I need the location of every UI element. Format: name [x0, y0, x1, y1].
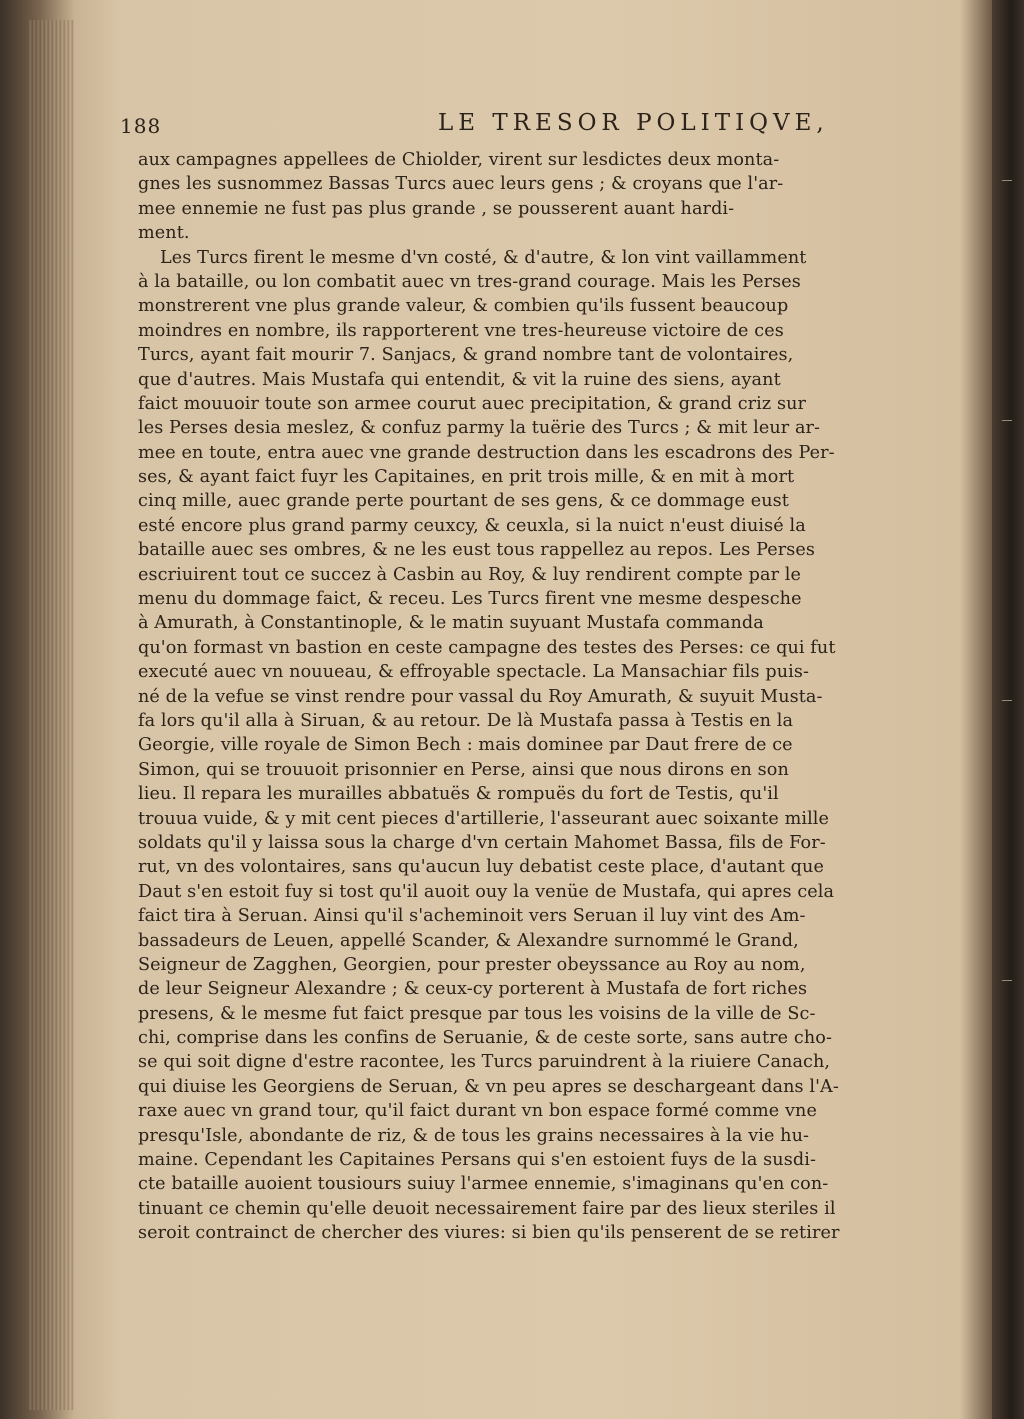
- text-line: moindres en nombre, ils rapporterent vne tres-heureuse victoire de ces: [138, 320, 784, 341]
- text-line: executé auec vn nouueau, & effroyable spectacle. La Mansachiar fils puis-: [138, 662, 810, 683]
- text-line: rut, vn des volontaires, sans qu'aucun luy debatist ceste place, d'autant que: [138, 857, 824, 878]
- text-line: de leur Seigneur Alexandre ; & ceux-cy porterent à Mustafa de fort riches: [138, 979, 808, 1000]
- text-line: cte bataille auoient tousiours suiuy l'armee ennemie, s'imaginans qu'en con-: [138, 1174, 829, 1195]
- text-line: se qui soit digne d'estre racontee, les Turcs paruindrent à la riuiere Canach,: [138, 1052, 831, 1073]
- text-line: lieu. Il repara les murailles abbatuës & rompuës du fort de Testis, qu'il: [138, 784, 779, 805]
- text-line: esté encore plus grand parmy ceuxcy, & ceuxla, si la nuict n'eust diuisé la: [138, 515, 806, 536]
- text-line: né de la vefue se vinst rendre pour vassal du Roy Amurath, & suyuit Musta-: [138, 686, 823, 707]
- text-line: bataille auec ses ombres, & ne les eust tous rappellez au repos. Les Perses: [138, 540, 816, 561]
- text-line: les Perses desia meslez, & confuz parmy la tuërie des Turcs ; & mit leur ar-: [138, 418, 821, 439]
- text-line: à la bataille, ou lon combatit auec vn tres-grand courage. Mais les Perses: [138, 271, 801, 292]
- text-line: monstrerent vne plus grande valeur, & combien qu'ils fussent beaucoup: [138, 296, 789, 317]
- adjacent-page-strip: [992, 0, 1024, 1419]
- page-content: [120, 110, 980, 1244]
- text-line: Seigneur de Zagghen, Georgien, pour prester obeyssance au Roy au nom,: [138, 954, 806, 975]
- text-line: presens, & le mesme fut faict presque par tous les voisins de la ville de Sc-: [138, 1003, 816, 1024]
- book-fore-edge: [28, 20, 74, 1410]
- text-line: à Amurath, à Constantinople, & le matin suyuant Mustafa commanda: [138, 613, 764, 634]
- text-line: maine. Cependant les Capitaines Persans qui s'en estoient fuys de la susdi-: [138, 1150, 816, 1171]
- text-line: Simon, qui se trouuoit prisonnier en Perse, ainsi que nous dirons en son: [138, 759, 789, 780]
- text-line: qui diuise les Georgiens de Seruan, & vn peu apres se deschargeant dans l'A-: [138, 1076, 839, 1097]
- text-line: qu'on formast vn bastion en ceste campagne des testes des Perses: ce qui fut: [138, 637, 836, 658]
- body-text: [138, 148, 980, 1246]
- text-line: ses, & ayant faict fuyr les Capitaines, en prit trois mille, & en mit à mort: [138, 467, 795, 488]
- text-line: que d'autres. Mais Mustafa qui entendit, & vit la ruine des siens, ayant: [138, 369, 781, 390]
- text-line: bassadeurs de Leuen, appellé Scander, & Alexandre surnommé le Grand,: [138, 930, 799, 951]
- running-head: LE TRESOR POLITIQVE,: [438, 110, 829, 136]
- text-line: mee en toute, entra auec vne grande destruction dans les escadrons des Per-: [138, 442, 835, 463]
- text-line: mee ennemie ne fust pas plus grande , se pousserent auant hardi-: [138, 198, 735, 219]
- text-line: Turcs, ayant fait mourir 7. Sanjacs, & grand nombre tant de volontaires,: [138, 345, 794, 366]
- text-line: ment.: [138, 223, 190, 244]
- text-line: faict mouuoir toute son armee courut auec precipitation, & grand criz sur: [138, 393, 807, 414]
- text-line: Daut s'en estoit fuy si tost qu'il auoit ouy la venüe de Mustafa, qui apres cela: [138, 881, 835, 902]
- text-line: Georgie, ville royale de Simon Bech : mais dominee par Daut frere de ce: [138, 735, 793, 756]
- text-line: presqu'Isle, abondante de riz, & de tous les grains necessaires à la vie hu-: [138, 1125, 810, 1146]
- text-line: menu du dommage faict, & receu. Les Turcs firent vne mesme despesche: [138, 589, 802, 610]
- text-line: cinq mille, auec grande perte pourtant de ses gens, & ce dommage eust: [138, 491, 789, 512]
- text-line: chi, comprise dans les confins de Seruanie, & de ceste sorte, sans autre cho-: [138, 1028, 832, 1049]
- text-line: tinuant ce chemin qu'elle deuoit necessairement faire par des lieux steriles il: [138, 1198, 836, 1219]
- text-line: Les Turcs firent le mesme d'vn costé, & d'autre, & lon vint vaillamment: [160, 247, 807, 268]
- text-line: gnes les susnommez Bassas Turcs auec leurs gens ; & croyans que l'ar-: [138, 174, 784, 195]
- text-line: soldats qu'il y laissa sous la charge d'vn certain Mahomet Bassa, fils de For-: [138, 832, 826, 853]
- text-line: fa lors qu'il alla à Siruan, & au retour. De là Mustafa passa à Testis en la: [138, 710, 794, 731]
- text-line: trouua vuide, & y mit cent pieces d'artillerie, l'asseurant auec soixante mille: [138, 808, 830, 829]
- text-line: faict tira à Seruan. Ainsi qu'il s'acheminoit vers Seruan il luy vint des Am-: [138, 906, 806, 927]
- folio-number: 188: [120, 114, 162, 138]
- text-line: aux campagnes appellees de Chiolder, virent sur lesdictes deux monta-: [138, 150, 780, 170]
- text-line: raxe auec vn grand tour, qu'il faict durant vn bon espace formé comme vne: [138, 1101, 817, 1122]
- page-header: [120, 110, 980, 144]
- text-line: escriuirent tout ce succez à Casbin au Roy, & luy rendirent compte par le: [138, 564, 802, 585]
- text-line: seroit contrainct de chercher des viures: si bien qu'ils penserent de se retirer: [138, 1223, 840, 1244]
